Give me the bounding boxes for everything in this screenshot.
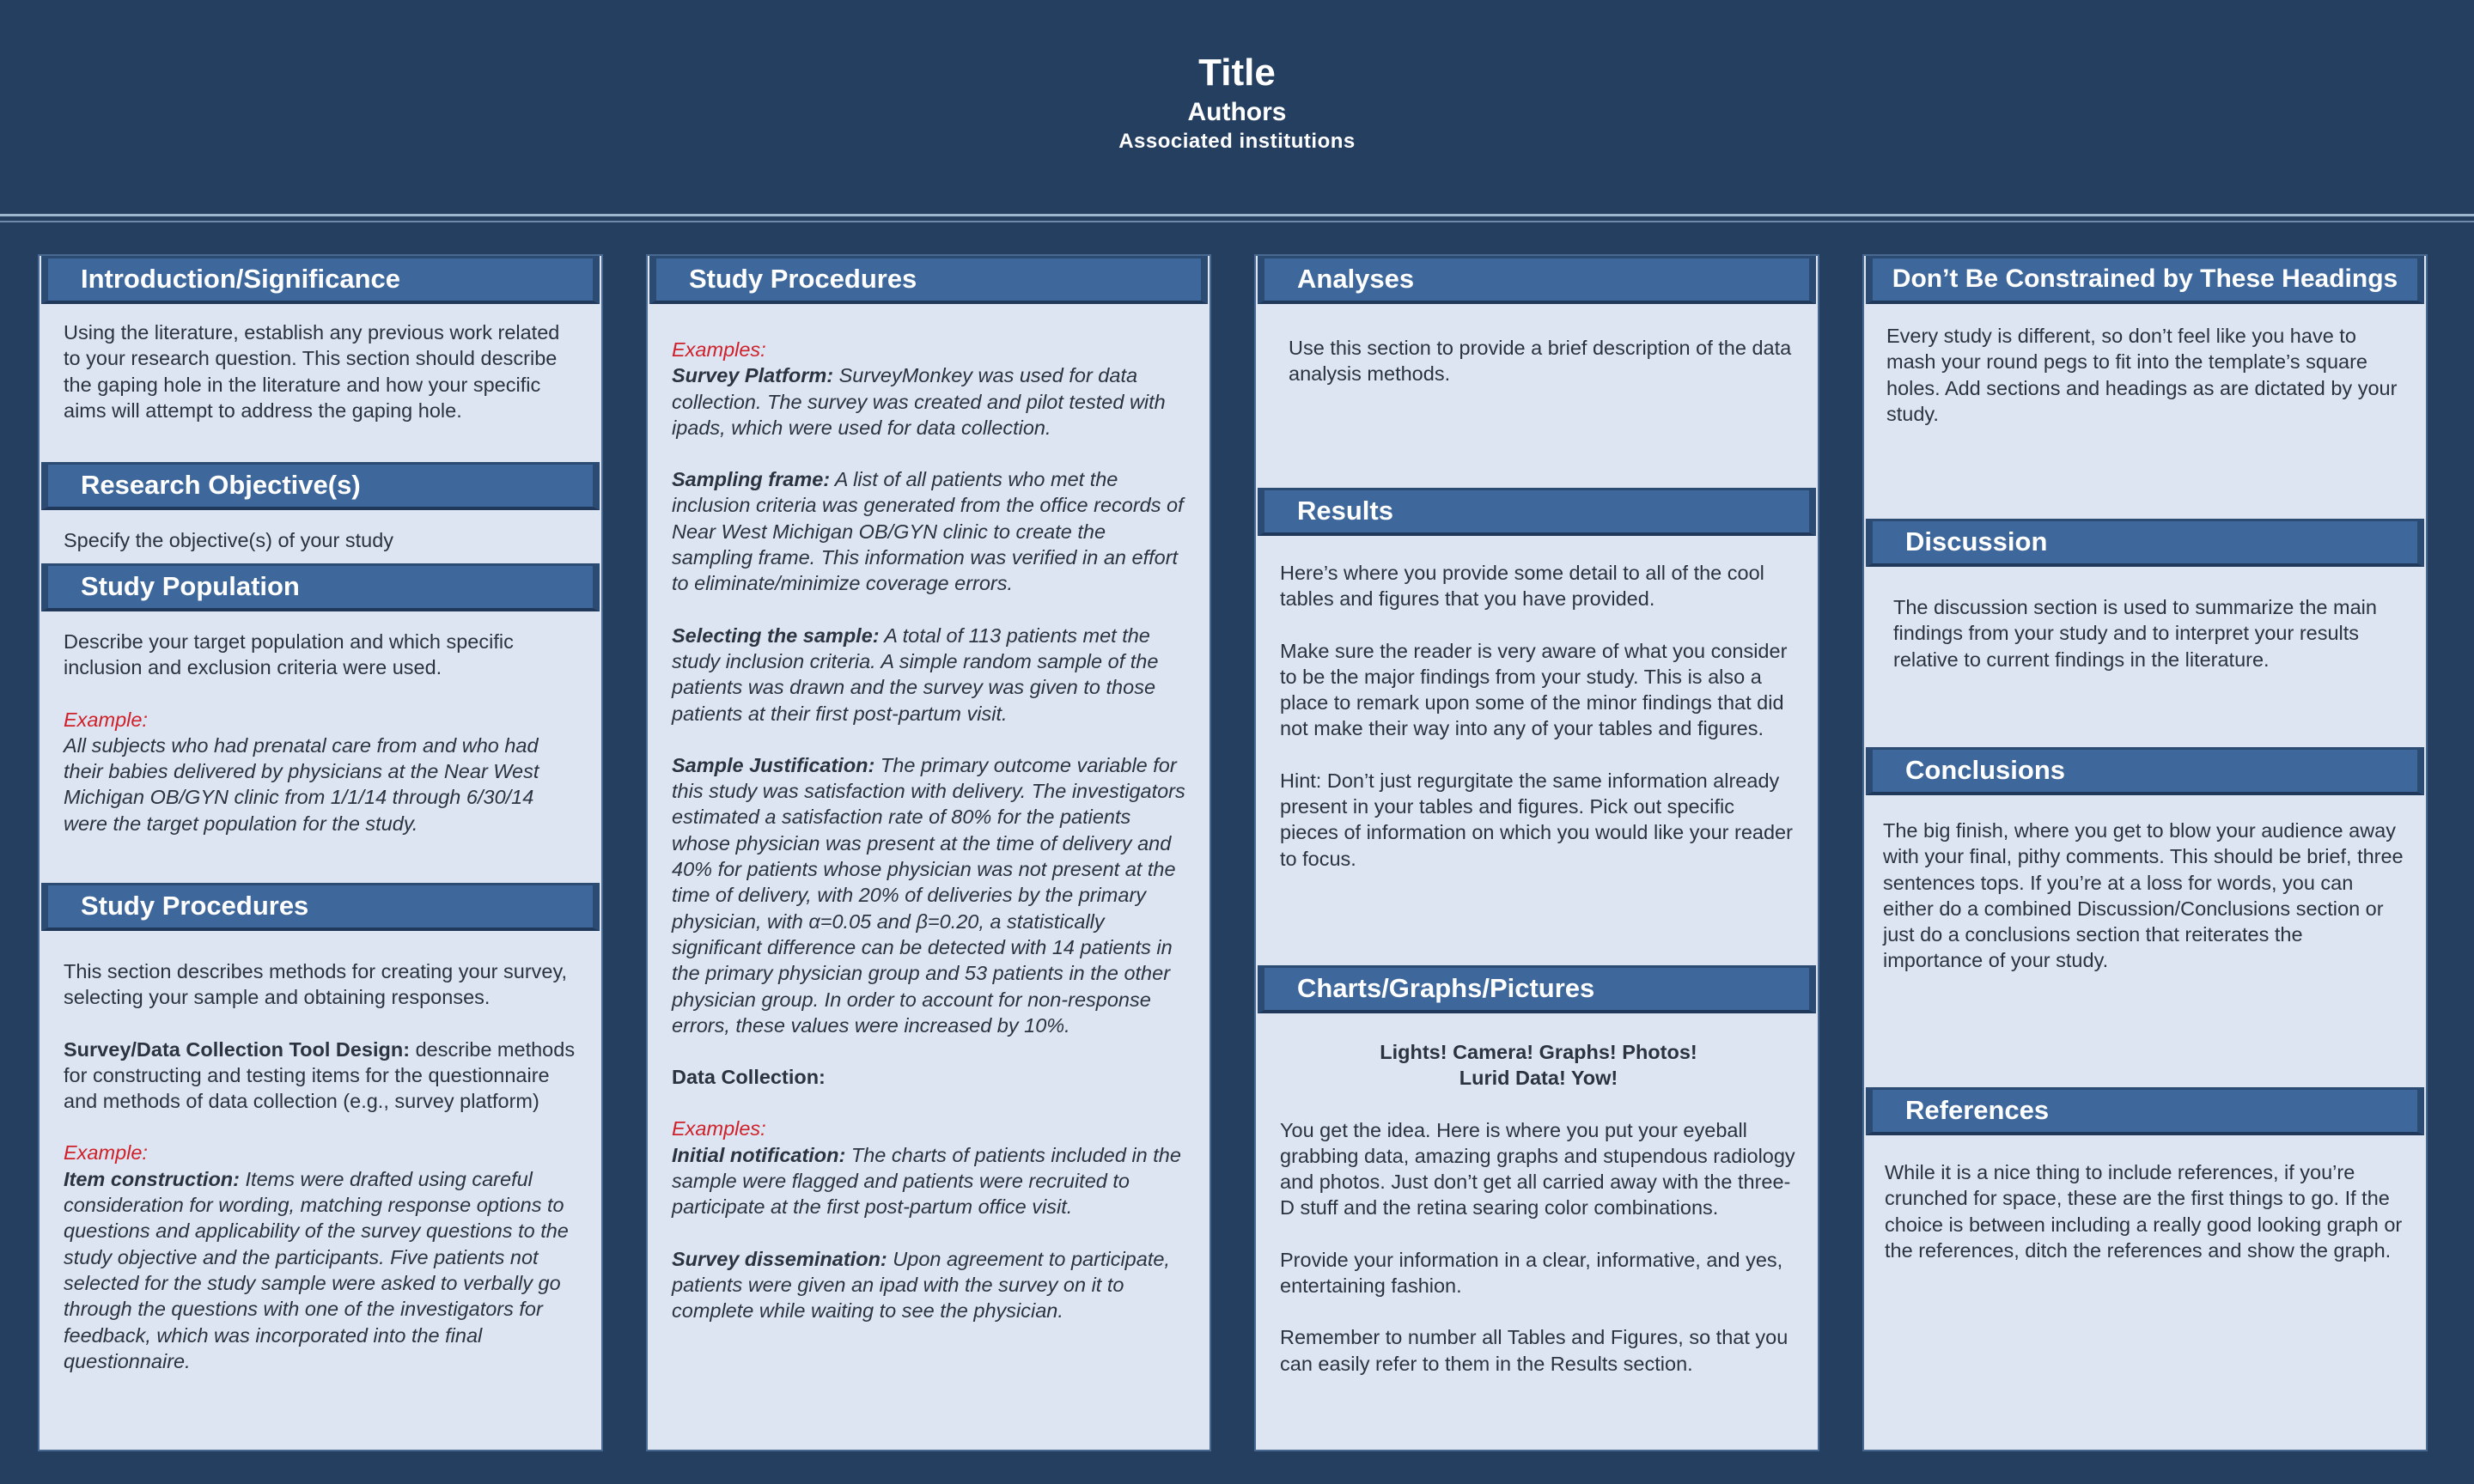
results-p2: Make sure the reader is very aware of what you consider to be the major findings from your study. This is also a place to remark upon some of the minor findings that did not make their way into any of your tables and figures. xyxy=(1280,639,1788,740)
objectives-heading: Research Objective(s) xyxy=(41,462,600,510)
select-label: Selecting the sample: xyxy=(672,623,880,647)
justify-paragraph xyxy=(672,752,1189,1038)
results-p3: Hint: Don’t just regurgitate the same information already present in your tables and figures. Pick out specific pieces of information on which you would like your reader to focus. xyxy=(1280,769,1793,870)
population-body xyxy=(64,629,581,836)
analyses-body xyxy=(1289,335,1797,387)
item-construction-paragraph xyxy=(64,1166,581,1374)
notify-paragraph xyxy=(672,1142,1189,1220)
population-example-label: Example: xyxy=(64,708,148,731)
intro-heading: Introduction/Significance xyxy=(41,256,600,304)
poster-title: Title xyxy=(1198,52,1276,94)
frame-text: A list of all patients who met the inclusion criteria was generated from the office records of Near West Michigan OB/GYN clinic to create the sampling frame. This information was verified in an effort to eliminate/minimize coverage errors. xyxy=(672,468,1184,595)
headings-heading: Don’t Be Constrained by These Headings xyxy=(1866,256,2424,304)
population-text: Describe your target population and which specific inclusion and exclusion criteria were used. xyxy=(64,630,514,679)
header-divider-bottom xyxy=(0,221,2474,222)
notify-label: Initial notification: xyxy=(672,1143,846,1166)
conclusions-body xyxy=(1883,818,2405,974)
population-heading: Study Population xyxy=(41,563,600,611)
procedures-heading: Study Procedures xyxy=(41,883,600,931)
charts-heading: Charts/Graphs/Pictures xyxy=(1258,965,1816,1013)
discussion-body xyxy=(1893,594,2405,672)
results-p1: Here’s where you provide some detail to all of the cool tables and figures that you have provided. xyxy=(1280,562,1764,611)
analyses-text: Use this section to provide a brief description of the data analysis methods. xyxy=(1289,337,1792,386)
data-collection-label: Data Collection: xyxy=(672,1066,826,1089)
results-body xyxy=(1280,560,1797,872)
dissem-text: Upon agreement to participate, patients were given an ipad with the survey on it to complete while waiting to see the physician. xyxy=(672,1247,1170,1323)
poster-authors: Authors xyxy=(1187,98,1287,126)
header-divider-top xyxy=(0,214,2474,216)
notify-text: The charts of patients included in the sample were flagged and patients were recruited to participate at the first post-partum office visit. xyxy=(672,1143,1181,1219)
intro-body xyxy=(64,319,581,423)
references-body xyxy=(1885,1159,2405,1263)
objectives-text: Specify the objective(s) of your study xyxy=(64,529,394,551)
headings-body xyxy=(1886,323,2405,427)
select-text: A total of 113 patients met the study inclusion criteria. A simple random sample of the patients was drawn and the survey was given to those patients at their first post-partum visit. xyxy=(672,623,1159,725)
platform-label: Survey Platform: xyxy=(672,364,834,387)
objectives-body xyxy=(64,527,581,553)
charts-tagline-1: Lights! Camera! Graphs! Photos! xyxy=(1380,1041,1697,1063)
platform-text: SurveyMonkey was used for data collection. The survey was created and pilot tested with ipads, which were used for data collection. xyxy=(672,364,1166,439)
procedures-text: This section describes methods for creating your survey, selecting your sample and obtaining responses. xyxy=(64,960,568,1009)
poster-header xyxy=(0,0,2474,206)
justify-text: The primary outcome variable for this study was satisfaction with delivery. The investigators estimated a satisfaction rate of 80% for the patients whose physician was present at the time of delivery and 40% for patients whose physician was not present at the time of delivery, with 20% of deliveries by the primary physician, with α=0.05 and β=0.20, a statistically significant difference can be detected with 14 patients in the primary physician group and 53 patients in the other physician group. In order to account for non-response errors, these values were increased by 10%. xyxy=(672,753,1185,1037)
procedures-body xyxy=(64,958,581,1374)
examples-label: Examples: xyxy=(672,338,766,361)
references-text: While it is a nice thing to include references, if you’re crunched for space, these are the first things to go. If the choice is between including a really good looking graph or the references, ditch the references and show the graph. xyxy=(1885,1161,2403,1262)
column-2 xyxy=(646,254,1211,1451)
item-construction-text: Items were drafted using careful consideration for wording, matching response options to questions and applicability of the survey questions to the study objective and the participants. Five patients not selected for the study sample were asked to verbally go through the questions with one of the investigators for feedback, which was incorporated into the final questionnaire. xyxy=(64,1167,569,1372)
conclusions-text: The big finish, where you get to blow your audience away with your final, pithy comments. This should be brief, three sentences tops. If you’re at a loss for words, you can either do a combined Discussion/Conclusions section or just do a conclusions section that reiterates the importance of your study. xyxy=(1883,819,2404,972)
frame-paragraph xyxy=(672,466,1189,596)
study-procedures-body xyxy=(672,337,1189,1324)
dissem-label: Survey dissemination: xyxy=(672,1247,887,1270)
column-3 xyxy=(1254,254,1819,1451)
analyses-heading: Analyses xyxy=(1258,256,1816,304)
discussion-heading: Discussion xyxy=(1866,519,2424,567)
procedures-example-label: Example: xyxy=(64,1141,148,1165)
dissem-paragraph xyxy=(672,1246,1189,1324)
select-paragraph xyxy=(672,623,1189,727)
population-example-text: All subjects who had prenatal care from and who had their babies delivered by physicians at the Near West Michigan OB/GYN clinic from 1/1/14 through 6/30/14 were the target population for the study. xyxy=(64,733,539,835)
examples2-label: Examples: xyxy=(672,1117,766,1140)
tool-design-paragraph xyxy=(64,1037,581,1115)
item-construction-label: Item construction: xyxy=(64,1167,240,1190)
tool-design-label: Survey/Data Collection Tool Design: xyxy=(64,1037,411,1061)
column-1 xyxy=(38,254,603,1451)
headings-text: Every study is different, so don’t feel like you have to mash your round pegs to fit into the template’s square holes. Add sections and headings as are dictated by your study. xyxy=(1886,325,2398,425)
charts-body xyxy=(1280,1039,1797,1377)
intro-text: Using the literature, establish any previous work related to your research question. This section should describe the gaping hole in the literature and how your specific aims will attempt to address the gaping hole. xyxy=(64,321,560,422)
justify-label: Sample Justification: xyxy=(672,753,875,776)
poster-institutions: Associated institutions xyxy=(1118,130,1356,153)
discussion-text: The discussion section is used to summarize the main findings from your study and to interpret your results relative to current findings in the literature. xyxy=(1893,596,2377,671)
results-heading: Results xyxy=(1258,488,1816,536)
tool-design-text: describe methods for constructing and testing items for the questionnaire and methods of data collection (e.g., survey platform) xyxy=(64,1037,576,1113)
conclusions-heading: Conclusions xyxy=(1866,747,2424,795)
charts-tagline-2: Lurid Data! Yow! xyxy=(1459,1067,1618,1090)
column-4 xyxy=(1862,254,2428,1451)
study-procedures-heading: Study Procedures xyxy=(649,256,1208,304)
frame-label: Sampling frame: xyxy=(672,468,831,491)
platform-paragraph xyxy=(672,362,1189,441)
charts-p3: Remember to number all Tables and Figures, so that you can easily refer to them in the Results section. xyxy=(1280,1326,1788,1375)
references-heading: References xyxy=(1866,1087,2424,1135)
charts-p2: Provide your information in a clear, informative, and yes, entertaining fashion. xyxy=(1280,1248,1783,1298)
charts-p1: You get the idea. Here is where you put your eyeball grabbing data, amazing graphs and stupendous radiology and photos. Just don’t get all carried away with the three-D stuff and the retina searing color combinations. xyxy=(1280,1118,1795,1219)
